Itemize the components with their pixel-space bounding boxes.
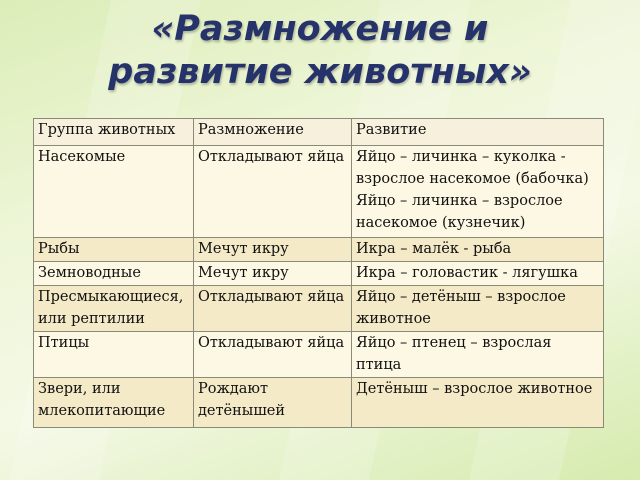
table-row [34, 378, 604, 428]
development-line: Икра – малёк - рыба [356, 241, 512, 257]
development-line: Детёныш – взрослое животное [356, 381, 593, 397]
development-line: Яйцо – детёныш – взрослое животное [356, 289, 566, 327]
development-line: Икра – головастик - лягушка [356, 265, 578, 281]
table-row [34, 262, 604, 286]
table-row [34, 332, 604, 378]
reproduction-cell: Рождают детёнышей [194, 378, 352, 428]
reproduction-cell: Мечут икру [194, 238, 352, 262]
slide-title-line-2: развитие животных» [108, 52, 532, 92]
development-cell [352, 146, 604, 238]
development-cell [352, 262, 604, 286]
development-cell [352, 286, 604, 332]
development-line: Яйцо – птенец – взрослая птица [356, 335, 552, 373]
table-row [34, 146, 604, 238]
slide-title [0, 8, 640, 94]
development-line: Яйцо – личинка – куколка - взрослое насекомое (бабочка) [356, 149, 589, 187]
reproduction-cell: Откладывают яйца [194, 146, 352, 238]
slide-title-line-1: «Размножение и [151, 9, 489, 49]
header-development: Развитие [352, 119, 604, 146]
development-line: Яйцо – личинка – взрослое насекомое (кузнечик) [356, 193, 563, 231]
header-reproduction: Размножение [194, 119, 352, 146]
header-group: Группа животных [34, 119, 194, 146]
reproduction-cell: Мечут икру [194, 262, 352, 286]
group-cell: Рыбы [34, 238, 194, 262]
development-cell [352, 332, 604, 378]
table-header-row [34, 119, 604, 146]
animals-table [33, 118, 604, 428]
development-cell [352, 238, 604, 262]
group-cell: Пресмыкающиеся, или рептилии [34, 286, 194, 332]
reproduction-cell: Откладывают яйца [194, 286, 352, 332]
table-row [34, 286, 604, 332]
group-cell: Звери, или млекопитающие [34, 378, 194, 428]
group-cell: Земноводные [34, 262, 194, 286]
table-row [34, 238, 604, 262]
reproduction-cell: Откладывают яйца [194, 332, 352, 378]
group-cell: Птицы [34, 332, 194, 378]
group-cell: Насекомые [34, 146, 194, 238]
development-cell [352, 378, 604, 428]
